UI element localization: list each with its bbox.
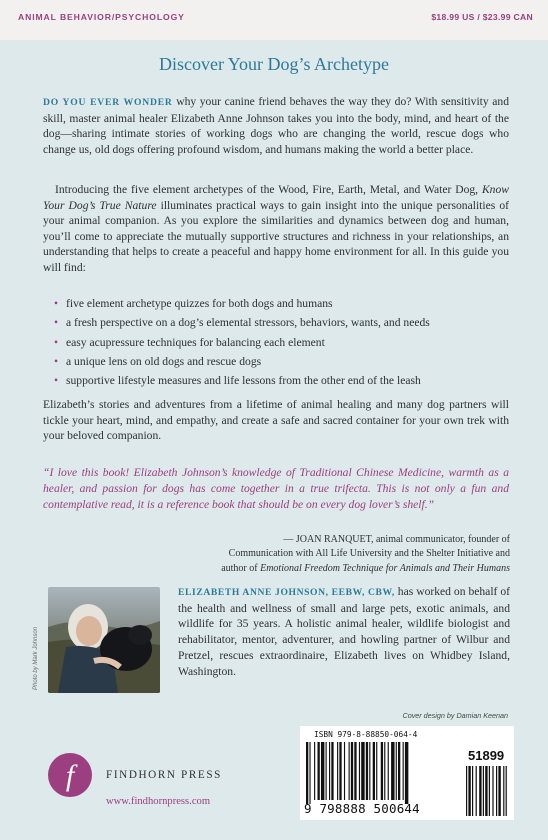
barcode-number: 9 798888 500644 [304, 801, 420, 816]
category-label: ANIMAL BEHAVIOR/PSYCHOLOGY [18, 12, 185, 22]
attribution-title: Emotional Freedom Technique for Animals and Their Humans [260, 562, 510, 574]
author-bio [178, 584, 510, 679]
publisher-website: www.findhornpress.com [106, 796, 211, 807]
author-photo [48, 587, 160, 693]
list-item: • easy acupressure techniques for balancing each element [54, 333, 514, 352]
book-title: Know Your Dog’s True Nature [43, 183, 509, 212]
description-after: illuminates practical ways to gain insight into the unique personalities of your animal companion. As you explore the similarities and dynamics between dog and human, you’ll come to appreciate the mutually supportive structures and richness in your relationships, an understanding that helps to create a peaceful and happy home environment for all. In this guide you will find: [43, 198, 509, 274]
list-item: • five element archetype quizzes for both dogs and humans [54, 294, 514, 313]
headline: Discover Your Dog’s Archetype [159, 54, 389, 74]
publisher-name: FINDHORN PRESS [106, 769, 222, 781]
isbn-label: ISBN 979-8-88850-064-4 [314, 730, 418, 739]
top-bar [0, 0, 548, 40]
attribution-line: — JOAN RANQUET, animal communicator, founder of [283, 534, 510, 545]
intro-text: why your canine friend behaves the way they do? With sensitivity and skill, master animal healer Elizabeth Anne Johnson takes you into the body, mind, and heart of the dog—sharing intimate stories of working dogs who are changing the world, rescue dogs who change us, old dogs offering profound wisdom, and humans making the world a better place. [43, 95, 510, 156]
attribution-line: author of Emotional Freedom Technique for Animals and Their Humans [221, 562, 510, 574]
cover-design-credit: Cover design by Damian Keenan [402, 711, 508, 720]
endorsement-attribution [150, 533, 510, 576]
endorsement-quote: “I love this book! Elizabeth Johnson’s knowledge of Traditional Chinese Medicine, warmth as a healer, and passion for dogs has come together in a true trifecta. This is not only a fun and contemplative read, it is a reference book that should be on every dog lover’s shelf.” [43, 466, 509, 512]
intro-lead: DO YOU EVER WONDER [43, 97, 173, 108]
feature-list [54, 294, 514, 390]
list-item: • supportive lifestyle measures and life lessons from the other end of the leash [54, 371, 514, 390]
photo-credit: Photo by Mark Johnson [33, 626, 39, 690]
intro-paragraph [43, 94, 509, 157]
list-item: • a unique lens on old dogs and rescue dogs [54, 352, 514, 371]
closing-paragraph: Elizabeth’s stories and adventures from a lifetime of animal healing and many dog partners will tickle your heart, mind, and empathy, and create a safe and sacred container for your own trek with your beloved companion. [43, 398, 509, 443]
logo-letter: f [65, 759, 75, 792]
list-item: • a fresh perspective on a dog’s elemental stressors, behaviors, wants, and needs [54, 313, 514, 332]
description-paragraph [43, 182, 509, 276]
attribution-line: Communication with All Life University and the Shelter Initiative and [228, 548, 510, 560]
publisher-logo [46, 750, 94, 800]
author-name: ELIZABETH ANNE JOHNSON, EEBW, CBW, [178, 587, 395, 598]
description-before: Introducing the five element archetypes of the Wood, Fire, Earth, Metal, and Water Dog, [55, 183, 482, 196]
price-code: 51899 [468, 748, 505, 763]
author-bio-text: has worked on behalf of the health and wellness of small and large pets, exotic animals, and wildlife for 35 years. A holistic animal healer, wildlife biologist and rehabilitator, mentor, adventurer, and howling partner of Wilbur and Pretzel, rescues extraordinaire, Elizabeth lives on Whidbey Island, Washington. [178, 585, 511, 678]
price-label: $18.99 US / $23.99 CAN [431, 12, 533, 22]
